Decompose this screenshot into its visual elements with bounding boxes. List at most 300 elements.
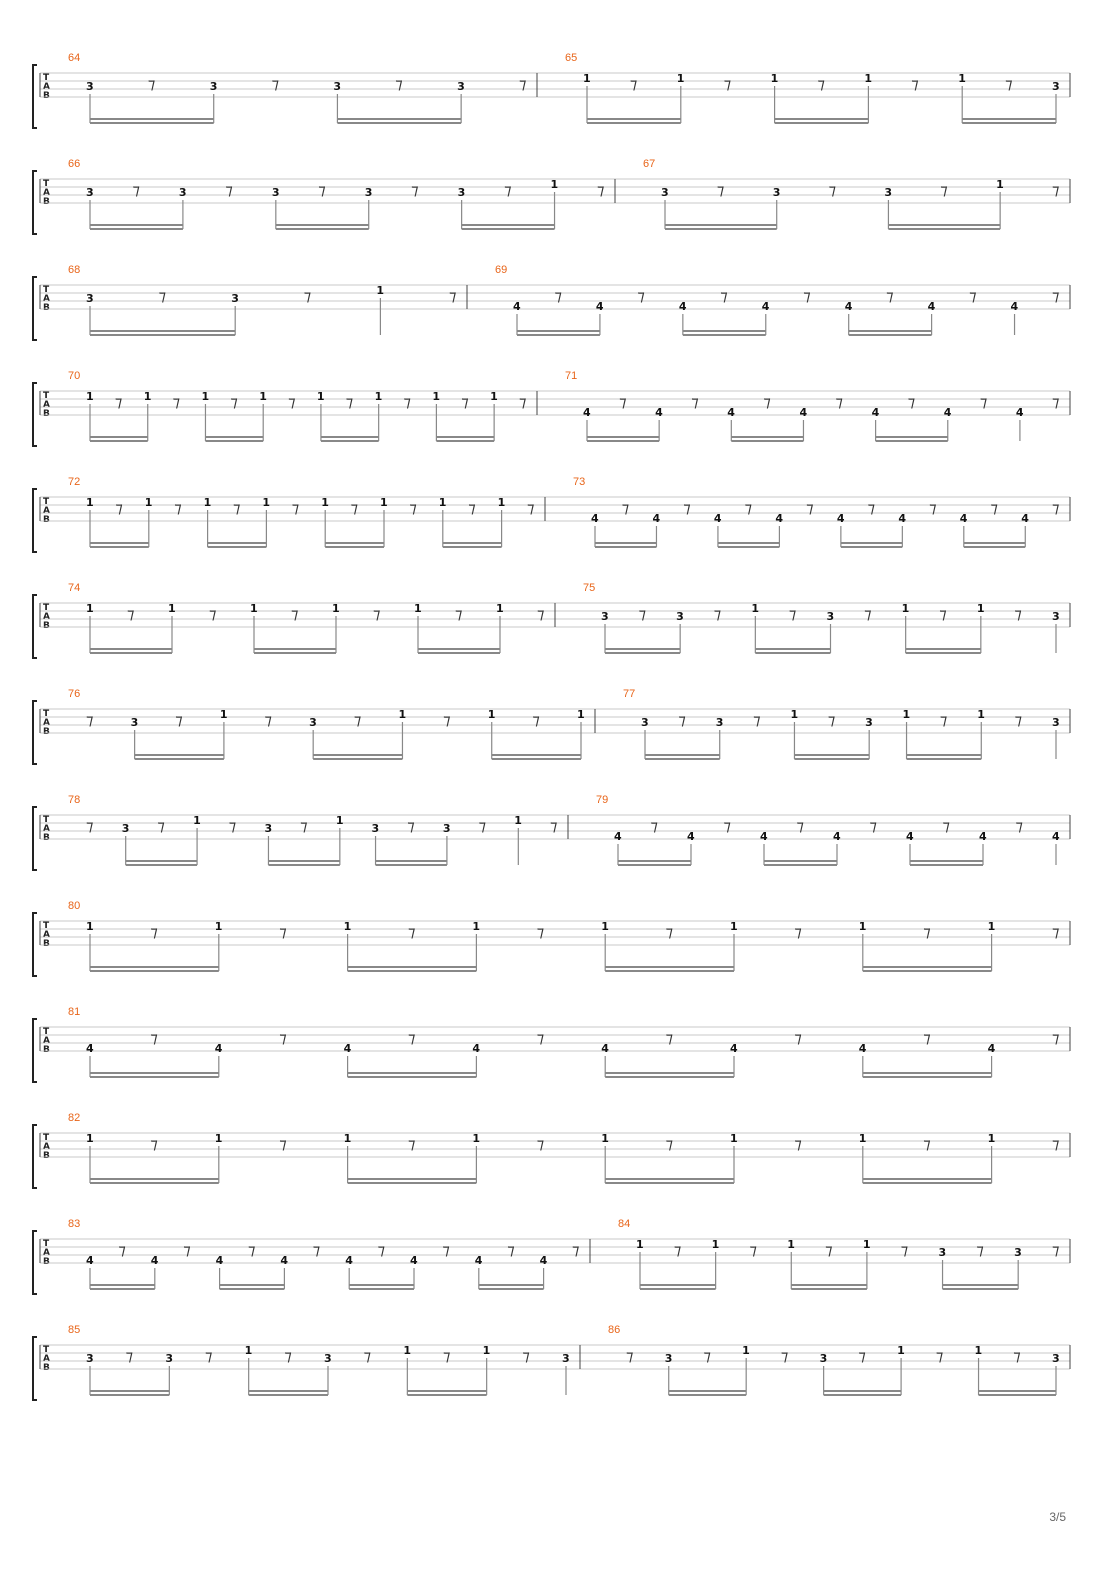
- fret-number: 3: [178, 186, 187, 199]
- fret-number: 4: [727, 406, 735, 419]
- fret-number: 1: [977, 708, 985, 721]
- fret-number: 1: [864, 72, 873, 85]
- fret-number: 4: [678, 300, 687, 313]
- tab-clef-letter: T: [43, 921, 50, 931]
- rest-symbol: ⁊: [763, 393, 771, 411]
- fret-number: 4: [799, 406, 808, 419]
- measure-number: 72: [68, 476, 81, 488]
- rest-symbol: ⁊: [716, 181, 725, 199]
- fret-number: 1: [86, 1132, 94, 1145]
- fret-number: 3: [333, 80, 342, 93]
- rest-symbol: ⁊: [939, 711, 948, 729]
- system-bracket: [33, 1337, 37, 1400]
- tab-clef-letter: B: [43, 1257, 50, 1267]
- rest-symbol: ⁊: [157, 817, 165, 835]
- rest-symbol: ⁊: [86, 711, 94, 729]
- rest-symbol: ⁊: [796, 817, 804, 835]
- tab-clef-letter: T: [43, 179, 50, 189]
- rest-symbol: ⁊: [929, 499, 937, 517]
- fret-number: 1: [577, 708, 585, 721]
- rest-symbol: ⁊: [537, 605, 545, 623]
- fret-number: 1: [374, 390, 383, 403]
- tab-clef-letter: A: [43, 1036, 50, 1046]
- fret-number: 3: [562, 1352, 570, 1365]
- rest-symbol: ⁊: [288, 393, 296, 411]
- rest-symbol: ⁊: [691, 393, 699, 411]
- measure-number: 85: [68, 1324, 81, 1336]
- measure-number: 65: [565, 52, 578, 64]
- fret-number: 1: [86, 920, 94, 933]
- fret-number: 1: [86, 496, 94, 509]
- fret-number: 1: [958, 72, 966, 85]
- fret-number: 4: [906, 830, 914, 843]
- rest-symbol: ⁊: [827, 711, 836, 729]
- rest-symbol: ⁊: [353, 711, 362, 729]
- rest-symbol: ⁊: [527, 499, 535, 517]
- rest-symbol: ⁊: [183, 1241, 191, 1259]
- rest-symbol: ⁊: [150, 1135, 158, 1153]
- rest-symbol: ⁊: [408, 1029, 416, 1047]
- rest-symbol: ⁊: [864, 605, 872, 623]
- rest-symbol: ⁊: [300, 817, 308, 835]
- rest-symbol: ⁊: [150, 1029, 158, 1047]
- rest-symbol: ⁊: [923, 1029, 931, 1047]
- fret-number: 1: [438, 496, 447, 509]
- measure-number: 66: [68, 158, 81, 170]
- fret-number: 1: [514, 814, 522, 827]
- rest-symbol: ⁊: [443, 1347, 451, 1365]
- rest-symbol: ⁊: [794, 1029, 802, 1047]
- fret-number: 1: [86, 602, 94, 615]
- rest-symbol: ⁊: [1052, 393, 1060, 411]
- fret-number: 1: [86, 390, 94, 403]
- rest-symbol: ⁊: [228, 817, 237, 835]
- fret-number: 4: [513, 300, 521, 313]
- rest-symbol: ⁊: [744, 499, 753, 517]
- rest-symbol: ⁊: [1052, 287, 1060, 305]
- fret-number: 4: [1010, 300, 1019, 313]
- fret-number: 1: [214, 920, 223, 933]
- fret-number: 3: [1014, 1246, 1022, 1259]
- rest-symbol: ⁊: [923, 923, 931, 941]
- rest-symbol: ⁊: [86, 817, 94, 835]
- tab-clef-letter: A: [43, 1354, 50, 1364]
- tab-clef-letter: T: [43, 603, 50, 613]
- rest-symbol: ⁊: [403, 393, 412, 411]
- fret-number: 1: [259, 390, 267, 403]
- rest-symbol: ⁊: [749, 1241, 757, 1259]
- system-bracket: [33, 701, 37, 764]
- fret-number: 1: [380, 496, 388, 509]
- fret-number: 1: [987, 920, 996, 933]
- rest-symbol: ⁊: [478, 817, 487, 835]
- rest-symbol: ⁊: [673, 1241, 682, 1259]
- rest-symbol: ⁊: [230, 393, 238, 411]
- fret-number: 1: [897, 1344, 905, 1357]
- fret-number: 1: [711, 1238, 720, 1251]
- fret-number: 4: [280, 1254, 289, 1267]
- rest-symbol: ⁊: [115, 499, 123, 517]
- fret-number: 1: [472, 1132, 481, 1145]
- rest-symbol: ⁊: [723, 817, 731, 835]
- fret-number: 3: [661, 186, 669, 199]
- fret-number: 3: [641, 716, 649, 729]
- fret-number: 4: [345, 1254, 353, 1267]
- rest-symbol: ⁊: [835, 393, 844, 411]
- rest-symbol: ⁊: [665, 1029, 674, 1047]
- rest-symbol: ⁊: [935, 1347, 944, 1365]
- rest-symbol: ⁊: [407, 817, 415, 835]
- rest-symbol: ⁊: [532, 711, 540, 729]
- tab-clef-letter: T: [43, 391, 50, 401]
- tab-clef-letter: A: [43, 506, 50, 516]
- fret-number: 3: [130, 716, 139, 729]
- fret-number: 3: [86, 80, 94, 93]
- rest-symbol: ⁊: [536, 923, 545, 941]
- fret-number: 3: [86, 292, 94, 305]
- rest-symbol: ⁊: [788, 605, 797, 623]
- rest-symbol: ⁊: [703, 1347, 711, 1365]
- rest-symbol: ⁊: [1052, 181, 1060, 199]
- tab-clef-letter: T: [43, 1027, 50, 1037]
- rest-symbol: ⁊: [572, 1241, 580, 1259]
- rest-symbol: ⁊: [678, 711, 686, 729]
- measure-number: 73: [573, 476, 586, 488]
- rest-symbol: ⁊: [284, 1347, 292, 1365]
- fret-number: 4: [844, 300, 853, 313]
- system-bracket: [33, 383, 37, 446]
- rest-symbol: ⁊: [373, 605, 381, 623]
- fret-number: 3: [324, 1352, 332, 1365]
- fret-number: 1: [987, 1132, 996, 1145]
- measure-number: 67: [643, 158, 656, 170]
- rest-symbol: ⁊: [1005, 75, 1013, 93]
- tab-clef-letter: B: [43, 91, 50, 101]
- rest-symbol: ⁊: [886, 287, 894, 305]
- fret-number: 1: [730, 1132, 738, 1145]
- rest-symbol: ⁊: [174, 499, 182, 517]
- rest-symbol: ⁊: [650, 817, 658, 835]
- fret-number: 3: [86, 186, 94, 199]
- rest-symbol: ⁊: [536, 1135, 545, 1153]
- fret-number: 1: [487, 708, 496, 721]
- rest-symbol: ⁊: [1052, 923, 1060, 941]
- measure-number: 68: [68, 264, 81, 276]
- fret-number: 3: [231, 292, 239, 305]
- rest-symbol: ⁊: [665, 923, 674, 941]
- fret-number: 3: [772, 186, 781, 199]
- rest-symbol: ⁊: [803, 287, 811, 305]
- system-bracket: [33, 1125, 37, 1188]
- system-bracket: [33, 171, 37, 234]
- rest-symbol: ⁊: [923, 1135, 931, 1153]
- rest-symbol: ⁊: [621, 499, 630, 517]
- fret-number: 1: [343, 920, 352, 933]
- rest-symbol: ⁊: [363, 1347, 372, 1365]
- rest-symbol: ⁊: [114, 393, 123, 411]
- rest-symbol: ⁊: [794, 923, 802, 941]
- fret-number: 3: [865, 716, 873, 729]
- rest-symbol: ⁊: [504, 181, 512, 199]
- tab-clef-letter: A: [43, 612, 50, 622]
- fret-number: 1: [976, 602, 985, 615]
- rest-symbol: ⁊: [867, 499, 876, 517]
- system-bracket: [33, 913, 37, 976]
- measure-number: 83: [68, 1218, 81, 1230]
- rest-symbol: ⁊: [828, 181, 837, 199]
- rest-symbol: ⁊: [817, 75, 825, 93]
- fret-number: 3: [457, 186, 466, 199]
- rest-symbol: ⁊: [519, 75, 527, 93]
- tab-clef-letter: A: [43, 824, 50, 834]
- fret-number: 1: [403, 1344, 411, 1357]
- fret-number: 3: [209, 80, 218, 93]
- rest-symbol: ⁊: [825, 1241, 833, 1259]
- measure-number: 64: [68, 52, 81, 64]
- fret-number: 3: [1052, 610, 1060, 623]
- fret-number: 4: [898, 512, 906, 525]
- fret-number: 1: [219, 708, 228, 721]
- rest-symbol: ⁊: [536, 1029, 545, 1047]
- fret-number: 3: [664, 1352, 673, 1365]
- fret-number: 3: [1052, 1352, 1060, 1365]
- fret-number: 4: [987, 1042, 996, 1055]
- fret-number: 3: [938, 1246, 947, 1259]
- fret-number: 1: [376, 284, 385, 297]
- rest-symbol: ⁊: [940, 181, 948, 199]
- fret-number: 4: [836, 512, 845, 525]
- rest-symbol: ⁊: [597, 181, 605, 199]
- tab-clef-letter: T: [43, 709, 50, 719]
- rest-symbol: ⁊: [150, 923, 158, 941]
- rest-symbol: ⁊: [291, 499, 300, 517]
- measure-number: 80: [68, 900, 81, 912]
- rest-symbol: ⁊: [408, 1135, 416, 1153]
- rest-symbol: ⁊: [461, 393, 469, 411]
- tab-clef-letter: B: [43, 1151, 50, 1161]
- rest-symbol: ⁊: [942, 817, 950, 835]
- fret-number: 1: [583, 72, 591, 85]
- fret-number: 4: [86, 1042, 94, 1055]
- fret-number: 1: [787, 1238, 795, 1251]
- fret-number: 3: [165, 1352, 173, 1365]
- tab-clef-letter: A: [43, 930, 50, 940]
- fret-number: 4: [927, 300, 936, 313]
- measure-number: 86: [608, 1324, 621, 1336]
- measure-number: 84: [618, 1218, 631, 1230]
- rest-symbol: ⁊: [377, 1241, 386, 1259]
- fret-number: 3: [1052, 716, 1060, 729]
- fret-number: 4: [539, 1254, 548, 1267]
- rest-symbol: ⁊: [264, 711, 273, 729]
- fret-number: 4: [959, 512, 968, 525]
- measure-number: 81: [68, 1006, 81, 1018]
- page-number: 3/5: [1049, 1510, 1066, 1524]
- fret-number: 1: [414, 602, 422, 615]
- fret-number: 1: [201, 390, 210, 403]
- fret-number: 4: [979, 830, 987, 843]
- rest-symbol: ⁊: [713, 605, 722, 623]
- system-bracket: [33, 277, 37, 340]
- tab-clef-letter: T: [43, 1239, 50, 1249]
- measure-number: 70: [68, 370, 81, 382]
- rest-symbol: ⁊: [979, 393, 988, 411]
- rest-symbol: ⁊: [858, 1347, 866, 1365]
- fret-number: 1: [974, 1344, 983, 1357]
- rest-symbol: ⁊: [519, 393, 527, 411]
- fret-number: 1: [472, 920, 481, 933]
- rest-symbol: ⁊: [629, 75, 638, 93]
- fret-number: 1: [482, 1344, 491, 1357]
- fret-number: 3: [601, 610, 609, 623]
- tab-clef-letter: B: [43, 939, 50, 949]
- tab-clef-letter: T: [43, 497, 50, 507]
- fret-number: 1: [858, 920, 867, 933]
- tab-clef-letter: B: [43, 833, 50, 843]
- tab-clef-letter: B: [43, 409, 50, 419]
- fret-number: 3: [884, 186, 893, 199]
- fret-number: 4: [614, 830, 622, 843]
- fret-number: 1: [601, 1132, 609, 1145]
- fret-number: 1: [244, 1344, 253, 1357]
- rest-symbol: ⁊: [345, 393, 354, 411]
- rest-symbol: ⁊: [409, 499, 417, 517]
- fret-number: 4: [150, 1254, 159, 1267]
- fret-number: 3: [309, 716, 317, 729]
- fret-number: 3: [826, 610, 835, 623]
- system-bracket: [33, 65, 37, 128]
- rest-symbol: ⁊: [209, 605, 217, 623]
- fret-number: 4: [858, 1042, 867, 1055]
- fret-number: 4: [595, 300, 604, 313]
- rest-symbol: ⁊: [723, 75, 732, 93]
- rest-symbol: ⁊: [911, 75, 919, 93]
- fret-number: 4: [472, 1042, 481, 1055]
- rest-symbol: ⁊: [279, 923, 287, 941]
- fret-number: 4: [833, 830, 841, 843]
- tab-clef-letter: B: [43, 197, 50, 207]
- rest-symbol: ⁊: [449, 287, 457, 305]
- fret-number: 4: [591, 512, 599, 525]
- measure-number: 82: [68, 1112, 81, 1124]
- rest-symbol: ⁊: [720, 287, 728, 305]
- rest-symbol: ⁊: [395, 75, 403, 93]
- rest-symbol: ⁊: [990, 499, 999, 517]
- rest-symbol: ⁊: [1052, 1241, 1060, 1259]
- fret-number: 1: [144, 496, 153, 509]
- fret-number: 1: [901, 602, 910, 615]
- tab-clef-letter: T: [43, 73, 50, 83]
- measure-number: 69: [495, 264, 508, 276]
- rest-symbol: ⁊: [683, 499, 691, 517]
- fret-number: 4: [474, 1254, 483, 1267]
- fret-number: 1: [193, 814, 201, 827]
- fret-number: 1: [742, 1344, 750, 1357]
- rest-symbol: ⁊: [233, 499, 241, 517]
- fret-number: 4: [215, 1254, 224, 1267]
- fret-number: 4: [760, 830, 768, 843]
- rest-symbol: ⁊: [318, 181, 326, 199]
- fret-number: 1: [262, 496, 271, 509]
- rest-symbol: ⁊: [225, 181, 233, 199]
- rest-symbol: ⁊: [638, 605, 647, 623]
- fret-number: 1: [996, 178, 1004, 191]
- fret-number: 1: [490, 390, 498, 403]
- rest-symbol: ⁊: [279, 1029, 287, 1047]
- fret-number: 1: [676, 72, 685, 85]
- rest-symbol: ⁊: [312, 1241, 321, 1259]
- system-bracket: [33, 1019, 37, 1082]
- rest-symbol: ⁊: [1015, 817, 1023, 835]
- fret-number: 3: [121, 822, 130, 835]
- measure-number: 77: [623, 688, 636, 700]
- fret-number: 1: [730, 920, 738, 933]
- rest-symbol: ⁊: [900, 1241, 909, 1259]
- measure-number: 76: [68, 688, 81, 700]
- fret-number: 3: [1052, 80, 1060, 93]
- rest-symbol: ⁊: [411, 181, 419, 199]
- tab-clef-letter: A: [43, 188, 50, 198]
- fret-number: 4: [1052, 830, 1060, 843]
- rest-symbol: ⁊: [408, 923, 416, 941]
- rest-symbol: ⁊: [753, 711, 761, 729]
- fret-number: 1: [636, 1238, 644, 1251]
- system-bracket: [33, 595, 37, 658]
- fret-number: 1: [214, 1132, 223, 1145]
- rest-symbol: ⁊: [1052, 1029, 1060, 1047]
- fret-number: 4: [655, 406, 663, 419]
- measure-number: 71: [565, 370, 578, 382]
- fret-number: 1: [790, 708, 799, 721]
- rest-symbol: ⁊: [443, 711, 451, 729]
- fret-number: 1: [332, 602, 340, 615]
- fret-number: 4: [871, 406, 880, 419]
- measure-number: 78: [68, 794, 81, 806]
- fret-number: 3: [442, 822, 451, 835]
- tab-clef-letter: A: [43, 82, 50, 92]
- fret-number: 1: [497, 496, 506, 509]
- tab-clef-letter: B: [43, 621, 50, 631]
- measure-number: 79: [596, 794, 609, 806]
- tab-clef-letter: B: [43, 727, 50, 737]
- fret-number: 3: [715, 716, 724, 729]
- system-bracket: [33, 1231, 37, 1294]
- fret-number: 4: [1021, 512, 1029, 525]
- rest-symbol: ⁊: [271, 75, 280, 93]
- fret-number: 4: [943, 406, 952, 419]
- rest-symbol: ⁊: [118, 1241, 126, 1259]
- rest-symbol: ⁊: [442, 1241, 450, 1259]
- fret-number: 4: [687, 830, 695, 843]
- rest-symbol: ⁊: [969, 287, 977, 305]
- fret-number: 4: [713, 512, 722, 525]
- fret-number: 1: [168, 602, 176, 615]
- rest-symbol: ⁊: [248, 1241, 256, 1259]
- fret-number: 3: [371, 822, 380, 835]
- fret-number: 4: [775, 512, 784, 525]
- measure-number: 75: [583, 582, 596, 594]
- rest-symbol: ⁊: [175, 711, 183, 729]
- rest-symbol: ⁊: [619, 393, 627, 411]
- tab-clef-letter: A: [43, 718, 50, 728]
- fret-number: 4: [761, 300, 770, 313]
- fret-number: 1: [601, 920, 609, 933]
- rest-symbol: ⁊: [158, 287, 167, 305]
- rest-symbol: ⁊: [907, 393, 916, 411]
- rest-symbol: ⁊: [303, 287, 312, 305]
- tab-clef-letter: A: [43, 400, 50, 410]
- fret-number: 3: [676, 610, 684, 623]
